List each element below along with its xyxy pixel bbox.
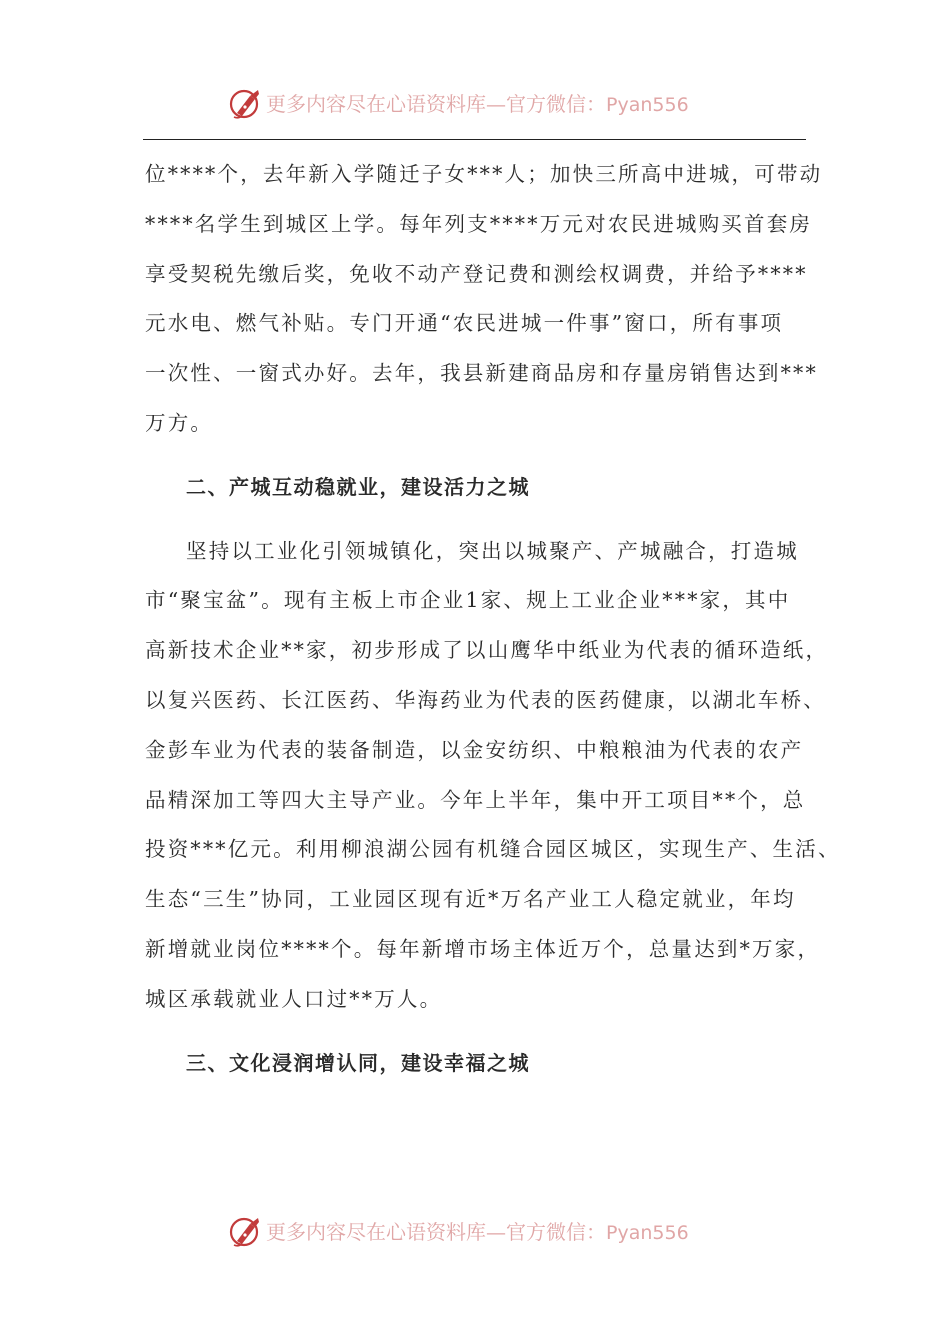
text-line: 生态“三生”协同，工业园区现有近*万名产业工人稳定就业，年均 (145, 887, 796, 912)
header-rule (143, 139, 806, 140)
text-line: 一次性、一窗式办好。去年，我县新建商品房和存量房销售达到*** (145, 361, 818, 386)
footer-banner-text (266, 1218, 689, 1247)
section-heading-2: 二、产城互动稳就业，建设活力之城 (186, 474, 530, 499)
banner-promo-text: 更多内容尽在心语资料库—官方微信： (266, 1220, 606, 1244)
text-line: 金彭车业为代表的装备制造，以金安纺织、中粮粮油为代表的农产 (145, 737, 804, 762)
paragraph-housing (145, 150, 823, 449)
text-line: 以复兴医药、长江医药、华海药业为代表的医药健康，以湖北车桥、 (145, 687, 826, 712)
section-heading-3: 三、文化浸润增认同，建设幸福之城 (186, 1050, 530, 1075)
banner-promo-text: 更多内容尽在心语资料库—官方微信： (266, 92, 606, 116)
text-line: 投资***亿元。利用柳浪湖公园有机缝合园区城区，实现生产、生活、 (145, 837, 841, 862)
header-banner-text (266, 90, 689, 119)
text-line: 万方。 (145, 410, 214, 435)
paragraph-industry (145, 527, 841, 1025)
text-line: 坚持以工业化引领城镇化，突出以城聚产、产城融合，打造城 (186, 538, 799, 563)
footer-banner (0, 1212, 950, 1252)
text-line: 品精深加工等四大主导产业。今年上半年，集中开工项目**个，总 (145, 787, 806, 812)
document-body (145, 150, 841, 1088)
pen-nib-seal-icon (228, 86, 264, 122)
text-line: 城区承载就业人口过**万人。 (145, 986, 443, 1011)
header-banner (0, 84, 950, 124)
banner-wechat-id: Pyan556 (606, 1222, 689, 1244)
pen-nib-seal-icon (228, 1214, 264, 1250)
text-line: 享受契税先缴后奖，免收不动产登记费和测绘权调费，并给予**** (145, 261, 808, 286)
text-line: 高新技术企业**家，初步形成了以山鹰华中纸业为代表的循环造纸， (145, 638, 829, 663)
text-line: 市“聚宝盆”。现有主板上市企业1家、规上工业企业***家，其中 (145, 588, 791, 613)
text-line: 新增就业岗位****个。每年新增市场主体近万个，总量达到*万家， (145, 936, 821, 961)
text-line: 元水电、燃气补贴。专门开通“农民进城一件事”窗口，所有事项 (145, 311, 784, 336)
banner-wechat-id: Pyan556 (606, 94, 689, 116)
text-line: ****名学生到城区上学。每年列支****万元对农民进城购买首套房 (145, 211, 813, 236)
text-line: 位****个，去年新入学随迁子女***人；加快三所高中进城，可带动 (145, 162, 823, 186)
